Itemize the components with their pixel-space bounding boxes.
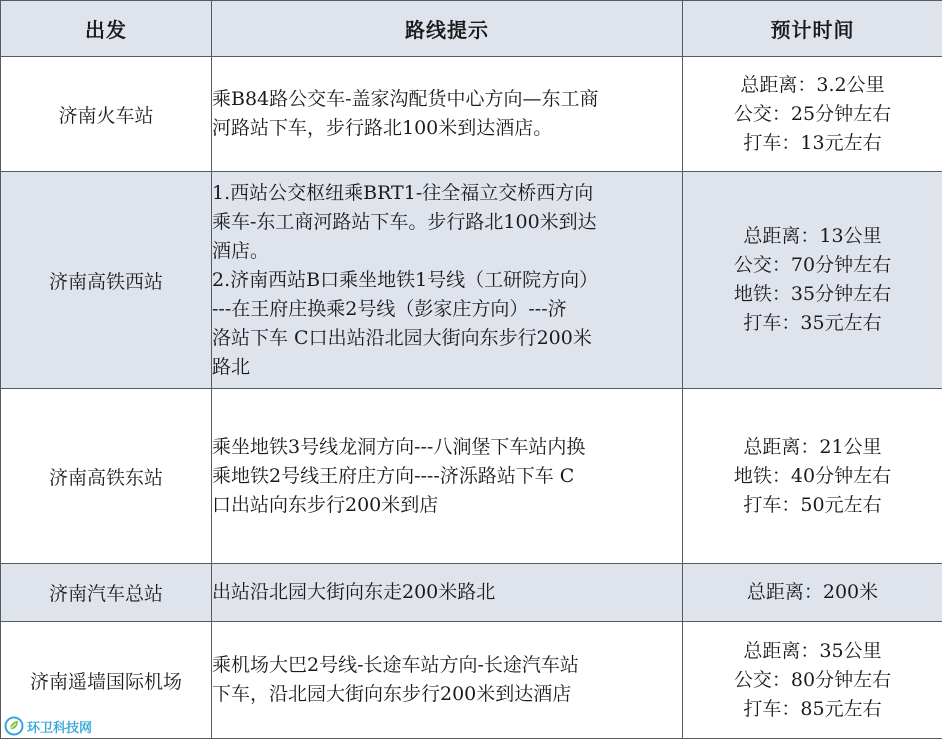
route-line: 出站沿北园大街向东走200米路北 xyxy=(212,578,682,607)
time-line: 总距离：13公里 xyxy=(683,222,942,251)
time-line: 公交：80分钟左右 xyxy=(683,666,942,695)
route-line: 乘地铁2号线王府庄方向----济泺路站下车 C xyxy=(212,462,682,491)
route-line: 乘B84路公交车-盖家沟配货中心方向—东工商 xyxy=(212,85,682,114)
origin-cell: 济南高铁东站 xyxy=(1,389,212,564)
table-row xyxy=(1,564,942,622)
route-line: 洛站下车 C口出站沿北园大街向东步行200米 xyxy=(212,324,682,353)
route-line: 乘坐地铁3号线龙洞方向---八涧堡下车站内换 xyxy=(212,433,682,462)
time-cell xyxy=(683,622,942,739)
route-cell xyxy=(212,172,683,389)
header-time: 预计时间 xyxy=(683,1,942,57)
time-line: 总距离：21公里 xyxy=(683,433,942,462)
header-route: 路线提示 xyxy=(212,1,683,57)
time-cell xyxy=(683,564,942,622)
time-line: 总距离：200米 xyxy=(683,578,942,607)
route-line: 1.西站公交枢纽乘BRT1-往全福立交桥西方向 xyxy=(212,179,682,208)
route-cell xyxy=(212,622,683,739)
table-row xyxy=(1,389,942,564)
time-cell xyxy=(683,389,942,564)
route-line: ---在王府庄换乘2号线（彭家庄方向）---济 xyxy=(212,295,682,324)
origin-cell: 济南火车站 xyxy=(1,57,212,172)
time-line: 地铁：35分钟左右 xyxy=(683,280,942,309)
header-row xyxy=(1,1,942,57)
time-line: 打车：85元左右 xyxy=(683,695,942,724)
leaf-globe-logo-icon xyxy=(4,716,24,736)
origin-cell: 济南高铁西站 xyxy=(1,172,212,389)
watermark xyxy=(3,715,96,737)
route-line: 下车，沿北园大街向东步行200米到达酒店 xyxy=(212,680,682,709)
table-row xyxy=(1,172,942,389)
route-line: 乘车-东工商河路站下车。步行路北100米到达 xyxy=(212,208,682,237)
time-line: 打车：35元左右 xyxy=(683,309,942,338)
time-line: 打车：13元左右 xyxy=(683,129,942,158)
route-cell xyxy=(212,564,683,622)
table-row xyxy=(1,622,942,739)
route-line: 路北 xyxy=(212,353,682,382)
time-line: 总距离：3.2公里 xyxy=(683,71,942,100)
route-line: 河路站下车，步行路北100米到达酒店。 xyxy=(212,114,682,143)
header-origin: 出发 xyxy=(1,1,212,57)
route-line: 酒店。 xyxy=(212,237,682,266)
table-row xyxy=(1,57,942,172)
origin-cell: 济南遥墙国际机场 xyxy=(1,622,212,739)
time-line: 总距离：35公里 xyxy=(683,637,942,666)
origin-cell: 济南汽车总站 xyxy=(1,564,212,622)
time-cell xyxy=(683,172,942,389)
time-line: 公交：70分钟左右 xyxy=(683,251,942,280)
route-line: 2.济南西站B口乘坐地铁1号线（工研院方向） xyxy=(212,266,682,295)
route-line: 乘机场大巴2号线-长途车站方向-长途汽车站 xyxy=(212,651,682,680)
time-cell xyxy=(683,57,942,172)
route-cell xyxy=(212,389,683,564)
time-line: 地铁：40分钟左右 xyxy=(683,462,942,491)
route-line: 口出站向东步行200米到店 xyxy=(212,491,682,520)
watermark-text: 环卫科技网 xyxy=(27,717,92,736)
route-cell xyxy=(212,57,683,172)
time-line: 打车：50元左右 xyxy=(683,491,942,520)
time-line: 公交：25分钟左右 xyxy=(683,100,942,129)
